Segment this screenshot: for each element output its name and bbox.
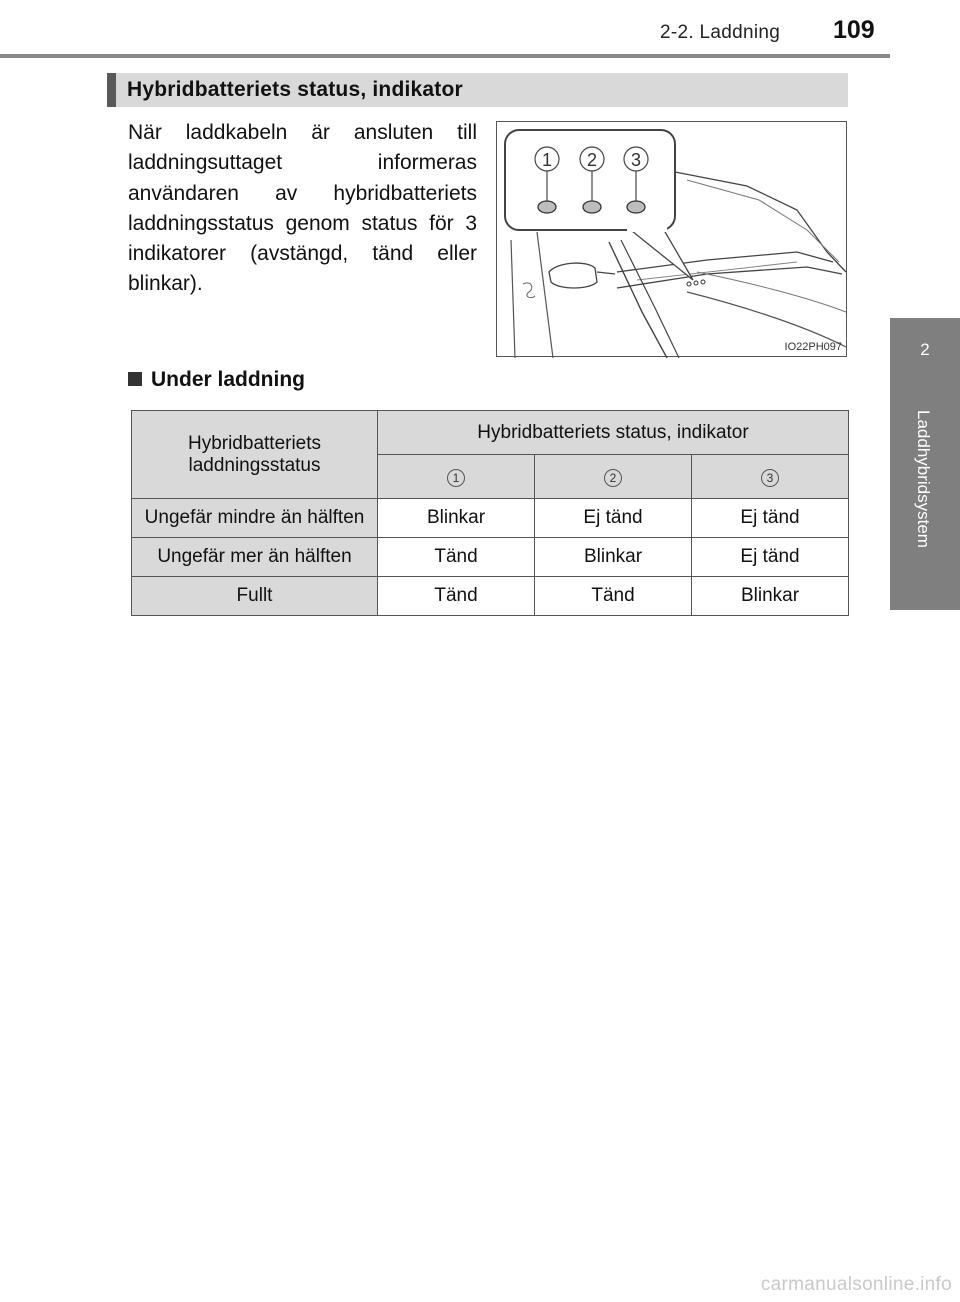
header-section-title: 2-2. Laddning xyxy=(660,22,781,43)
indicator-1-header xyxy=(378,455,535,499)
section-title-text: Hybridbatteriets status, indikator xyxy=(127,78,463,101)
indicator-1-number: 1 xyxy=(447,469,465,487)
callout-2-label: 2 xyxy=(586,150,598,170)
car-dashboard-drawing xyxy=(497,122,848,358)
subheading xyxy=(128,368,305,392)
indicator-3-number: 3 xyxy=(761,469,779,487)
figure-code: IO22PH097 xyxy=(784,341,842,353)
table-row xyxy=(132,577,849,616)
table-cell: Ej tänd xyxy=(535,499,692,538)
table-cell: Ej tänd xyxy=(692,499,849,538)
square-bullet-icon xyxy=(128,372,142,386)
table-cell: Tänd xyxy=(535,577,692,616)
watermark: carmanualsonline.info xyxy=(760,1274,952,1295)
chapter-side-tab[interactable] xyxy=(890,318,960,610)
table-cell: Tänd xyxy=(378,538,535,577)
row-status: Fullt xyxy=(132,577,378,616)
indicator-2-number: 2 xyxy=(604,469,622,487)
body-paragraph: När laddkabeln är ansluten till laddningsuttaget informeras användaren av hybridbatteriets laddningsstatus genom status för 3 indikatorer (avstängd, tänd eller blinkar). xyxy=(128,121,477,296)
callout-1-label: 1 xyxy=(541,150,553,170)
charging-status-table xyxy=(131,410,849,616)
chapter-number: 2 xyxy=(920,340,930,359)
row-status: Ungefär mer än hälften xyxy=(132,538,378,577)
table-cell: Blinkar xyxy=(535,538,692,577)
subheading-text: Under laddning xyxy=(151,368,305,391)
row-status: Ungefär mindre än hälften xyxy=(132,499,378,538)
table-cell: Tänd xyxy=(378,577,535,616)
chapter-label: Laddhybridsystem xyxy=(914,410,933,548)
col-header-charging-status: Hybridbatteriets laddningsstatus xyxy=(132,411,378,499)
indicator-3-header xyxy=(692,455,849,499)
table-cell: Blinkar xyxy=(378,499,535,538)
header-rule xyxy=(0,54,890,58)
section-title xyxy=(107,73,848,107)
col-header-indicator: Hybridbatteriets status, indikator xyxy=(378,411,849,455)
page-number: 109 xyxy=(833,16,875,44)
callout-3-label: 3 xyxy=(630,150,642,170)
table-cell: Ej tänd xyxy=(692,538,849,577)
charging-indicator-illustration xyxy=(496,121,847,357)
table-row xyxy=(132,538,849,577)
section-title-bar xyxy=(107,73,116,107)
indicator-2-header xyxy=(535,455,692,499)
table-row xyxy=(132,499,849,538)
table-cell: Blinkar xyxy=(692,577,849,616)
